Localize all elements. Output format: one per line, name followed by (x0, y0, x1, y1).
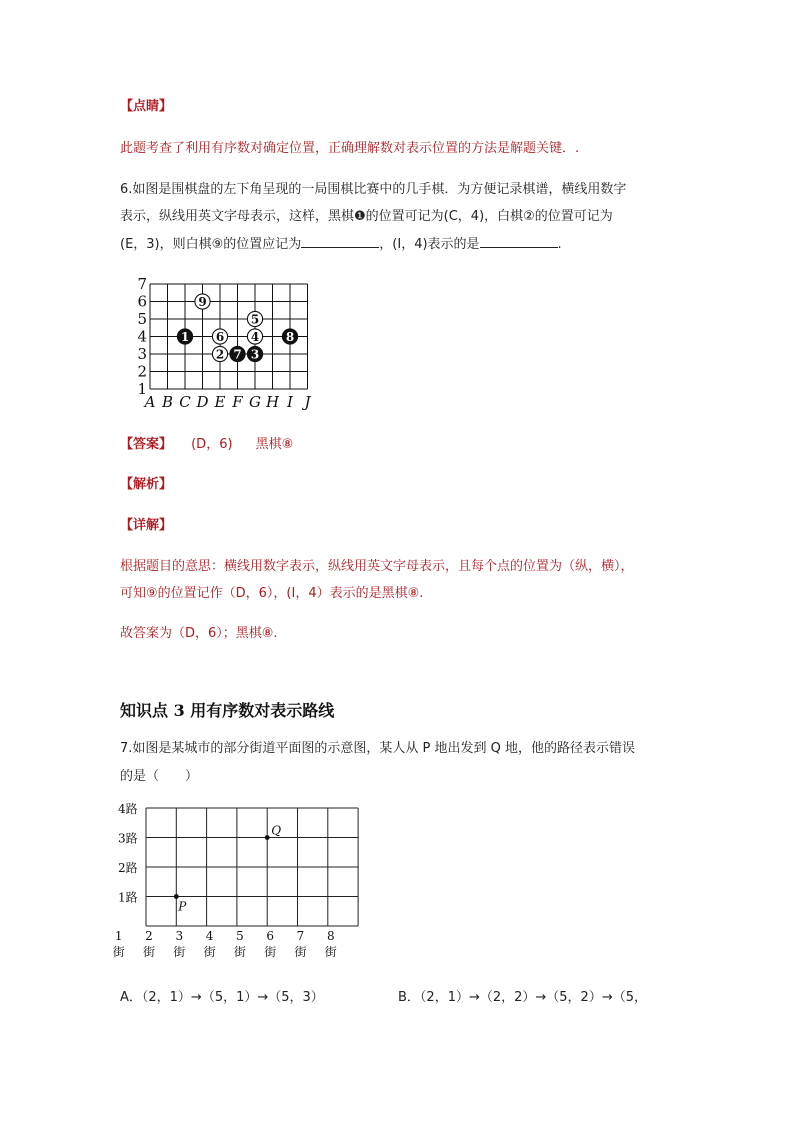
go-stone-1 (177, 329, 192, 344)
go-col-label: B (161, 393, 174, 411)
svg-text:7: 7 (233, 347, 242, 362)
go-col-label: I (287, 393, 293, 411)
svg-text:2: 2 (215, 347, 225, 362)
street-char: 街 (233, 945, 246, 959)
street-number: 7 (296, 929, 305, 943)
go-board-figure (136, 272, 326, 412)
street-char: 街 (264, 945, 277, 959)
q7-line1: 7.如图是某城市的部分街道平面图的示意图，某人从 P 地出发到 Q 地，他的路径表示错误 (120, 741, 636, 756)
street-number: 5 (236, 929, 244, 943)
q7-line2: 的是（ ） (120, 769, 199, 784)
street-number: 4 (205, 929, 214, 943)
svg-text:4: 4 (250, 330, 260, 344)
answer-header: 【答案】 (120, 437, 173, 452)
go-stone-4 (247, 329, 262, 344)
answer-value-1: (D，6) (191, 437, 233, 452)
go-stone-8 (282, 329, 297, 344)
q6-line3-a: (E，3)，则白棋⑨的位置应记为 (120, 237, 302, 252)
go-col-label: C (179, 393, 191, 411)
street-char: 街 (112, 945, 125, 959)
street-char: 街 (142, 945, 156, 959)
go-col-label: H (265, 393, 280, 411)
svg-text:Q: Q (271, 823, 282, 838)
go-col-label: E (214, 393, 226, 411)
street-number: 6 (266, 929, 275, 943)
q6-line2: 表示，纵线用英文字母表示，这样，黑棋❶的位置可记为(C，4)，白棋②的位置可记为 (120, 209, 613, 224)
svg-text:9: 9 (198, 295, 207, 309)
road-label: 4路 (118, 802, 138, 816)
q6-line1: 6.如图是围棋盘的左下角呈现的一局围棋比赛中的几手棋．为方便记录棋谱，横线用数字 (120, 182, 627, 197)
go-col-label: G (249, 393, 261, 411)
detail-header: 【详解】 (120, 518, 173, 533)
street-map-figure (112, 798, 375, 970)
street-number: 2 (145, 929, 153, 943)
svg-text:1: 1 (180, 330, 190, 344)
dianjing-header: 【点睛】 (120, 99, 173, 114)
go-col-label: F (232, 393, 243, 411)
go-row-label: 5 (137, 310, 147, 328)
go-col-label: D (196, 393, 209, 411)
road-label: 3路 (118, 831, 138, 846)
answer-blank-1 (301, 236, 379, 248)
svg-text:3: 3 (250, 347, 260, 362)
svg-text:6: 6 (215, 330, 225, 344)
street-number: 8 (326, 929, 335, 943)
road-label: 1路 (118, 890, 138, 905)
go-stone-2 (212, 346, 227, 361)
q6-line3-b: ，(I，4)表示的是 (379, 237, 480, 252)
street-char: 街 (203, 945, 216, 959)
go-stone-3 (247, 346, 262, 361)
go-stone-9 (195, 294, 210, 309)
street-char: 街 (173, 945, 186, 959)
go-row-labels (137, 275, 147, 398)
street-char: 街 (324, 945, 337, 959)
go-row-label: 7 (137, 275, 147, 293)
go-col-labels (143, 393, 312, 411)
road-labels (118, 802, 138, 905)
q6-line3 (120, 233, 562, 252)
analysis-header: 【解析】 (120, 477, 173, 492)
svg-text:8: 8 (285, 330, 295, 344)
answer-line (120, 433, 293, 452)
go-row-label: 4 (137, 327, 147, 346)
answer-blank-2 (480, 236, 558, 248)
road-label: 2路 (118, 861, 138, 875)
option-b: B．（2，1）→（2，2）→（5，2）→（5， (398, 990, 647, 1005)
detail-line3: 故答案为（D，6）；黑棋⑧. (120, 626, 278, 641)
svg-text:P: P (178, 899, 187, 914)
go-row-label: 3 (137, 345, 147, 363)
street-char: 街 (294, 945, 307, 959)
go-stone-7 (230, 346, 245, 361)
go-stone-5 (247, 311, 262, 326)
go-col-label: A (144, 393, 156, 411)
go-row-label: 2 (137, 362, 147, 381)
street-number: 1 (114, 929, 123, 943)
street-labels (113, 929, 337, 959)
answer-value-2: 黑棋⑧ (255, 437, 294, 452)
go-col-label: J (304, 393, 311, 411)
section-title: 知识点 3 用有序数对表示路线 (120, 701, 335, 720)
detail-line2: 可知⑨的位置记作（D，6），(I，4）表示的是黑棋⑧. (120, 586, 424, 601)
street-number: 3 (175, 929, 184, 943)
option-a: A．（2，1）→（5，1）→（5，3） (120, 990, 324, 1005)
detail-line1: 根据题目的意思：横线用数字表示，纵线用英文字母表示，且每个点的位置为（纵，横）， (120, 559, 634, 574)
dianjing-text: 此题考查了利用有序数对确定位置，正确理解数对表示位置的方法是解题关键．. (120, 141, 580, 156)
svg-text:5: 5 (250, 312, 260, 327)
go-row-label: 1 (137, 380, 147, 398)
go-stone-6 (212, 329, 227, 344)
q6-line3-c: . (557, 237, 562, 252)
go-row-label: 6 (137, 292, 147, 311)
